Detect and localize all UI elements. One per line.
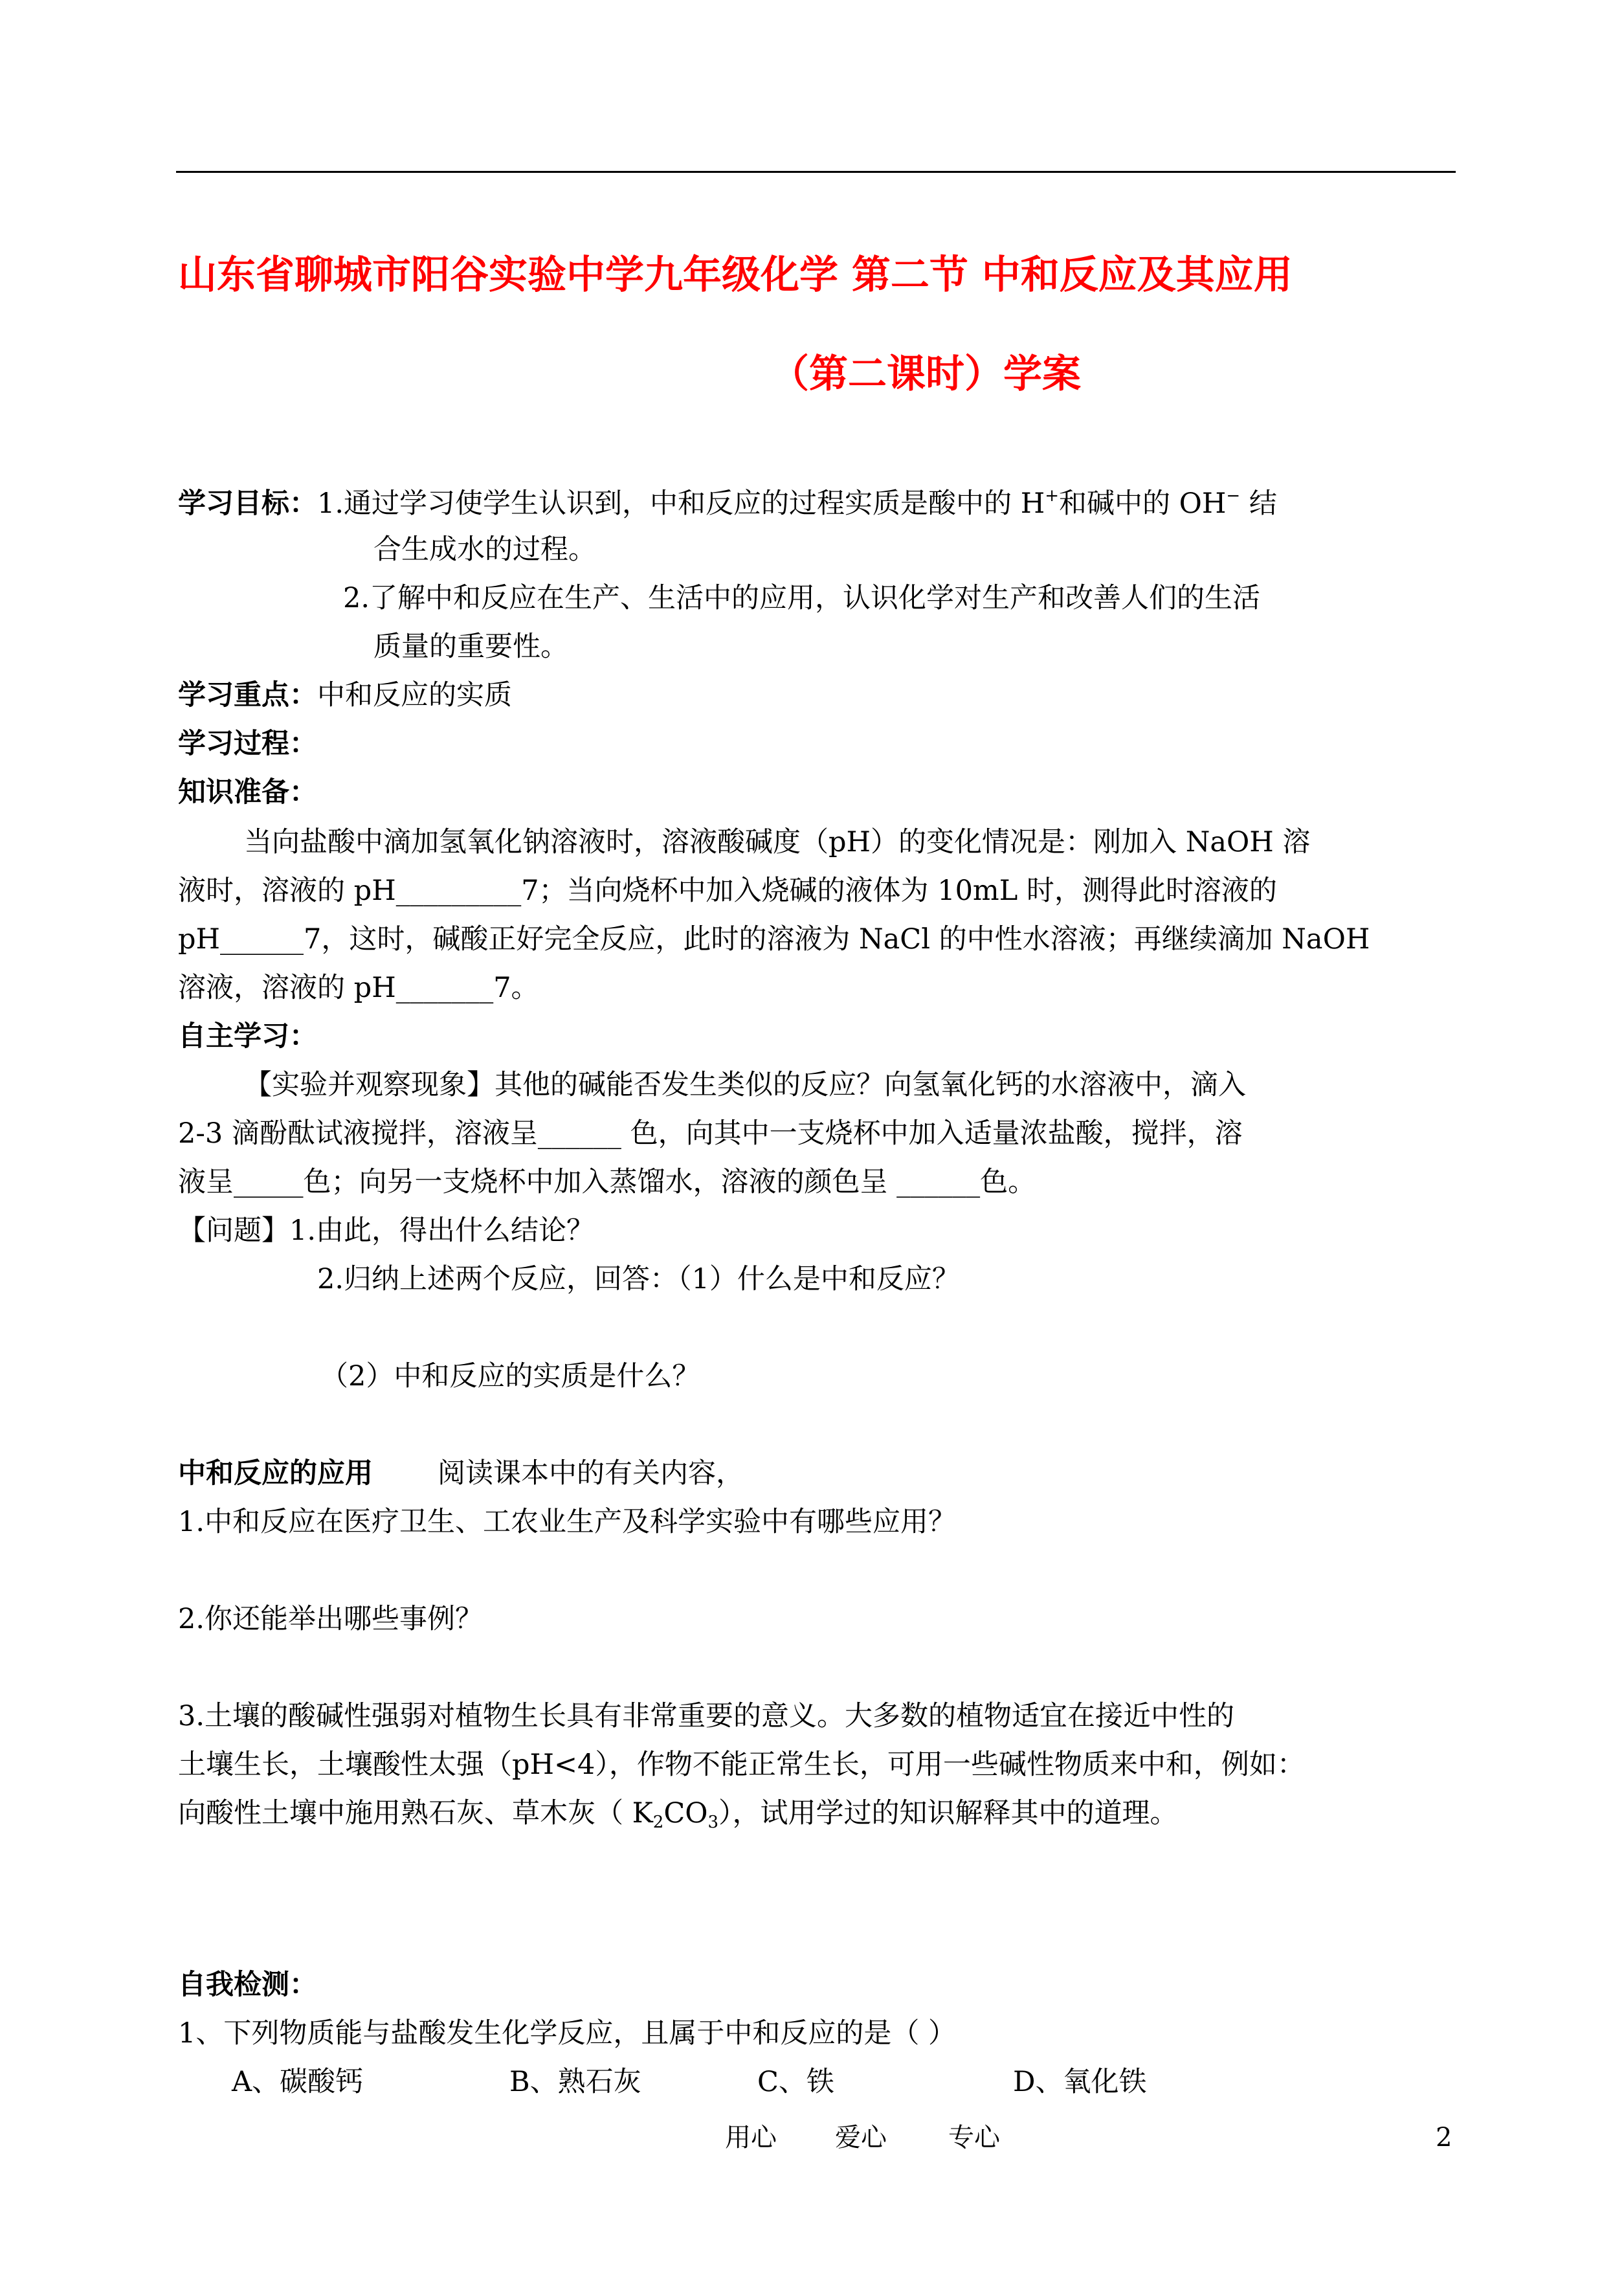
objective-1-text-a: 1.通过学习使学生认识到，中和反应的过程实质是酸中的 H — [317, 487, 1045, 520]
footer-motto-3: 专心 — [948, 2123, 1000, 2153]
application-label: 中和反应的应用 — [178, 1457, 373, 1490]
h-plus-superscript: + — [1045, 486, 1059, 506]
application-q1: 1.中和反应在医疗卫生、工农业生产及科学实验中有哪些应用？ — [178, 1506, 957, 1538]
application-q3-text-a: 向酸性土壤中施用熟石灰、草木灰（ K — [178, 1797, 653, 1829]
page-number: 2 — [1436, 2123, 1452, 2153]
self-study-line-2: 2-3 滴酚酞试液搅拌，溶液呈______ 色，向其中一支烧杯中加入适量浓盐酸，搅拌，溶 — [178, 1117, 1243, 1150]
application-q3-text-c: ），试用学过的知识解释其中的道理。 — [718, 1797, 1178, 1829]
focus-text: 中和反应的实质 — [317, 679, 512, 711]
prep-line-4: 溶液，溶液的 pH_______7。 — [178, 972, 539, 1004]
title-line-1: 山东省聊城市阳谷实验中学九年级化学 第二节 中和反应及其应用 — [178, 252, 1293, 298]
self-study-label: 自主学习： — [178, 1020, 317, 1053]
focus-label: 学习重点： — [178, 679, 317, 711]
co3-subscript: 3 — [707, 1813, 719, 1832]
process-label: 学习过程： — [178, 728, 317, 760]
application-q2: 2.你还能举出哪些事例？ — [178, 1603, 484, 1635]
objectives-line-3: 2.了解中和反应在生产、生活中的应用，认识化学对生产和改善人们的生活 — [343, 582, 1261, 614]
option-b: B、熟石灰 — [509, 2066, 641, 2098]
title-line-2: （第二课时）学案 — [770, 352, 1081, 397]
prep-line-1: 当向盐酸中滴加氢氧化钠溶液时，溶液酸碱度（pH）的变化情况是：刚加入 NaOH 溶 — [244, 826, 1311, 858]
objective-1-text-b: 和碱中的 OH — [1059, 487, 1227, 520]
application-intro: 阅读课本中的有关内容， — [438, 1457, 744, 1490]
footer-motto-1: 用心 — [725, 2123, 777, 2153]
prep-line-2: 液时，溶液的 pH_________7；当向烧杯中加入烧碱的液体为 10mL 时，测得此时溶液的 — [178, 875, 1277, 907]
k2-subscript: 2 — [652, 1813, 664, 1832]
objectives-line-4: 质量的重要性。 — [373, 631, 568, 663]
objectives-line-2: 合生成水的过程。 — [373, 533, 596, 566]
application-q3-line-3 — [178, 1797, 1178, 1832]
prep-line-3: pH______7，这时，碱酸正好完全反应，此时的溶液为 NaCl 的中性水溶液；再继续滴加 NaOH — [178, 923, 1370, 956]
option-d: D、氧化铁 — [1013, 2066, 1147, 2098]
question-2-part-2: （2）中和反应的实质是什么？ — [320, 1360, 700, 1393]
self-study-line-3: 液呈_____色；向另一支烧杯中加入蒸馏水，溶液的颜色呈 ______色。 — [178, 1166, 1036, 1198]
objectives-label: 学习目标： — [178, 487, 317, 520]
check-label: 自我检测： — [178, 1969, 317, 2001]
header-rule — [176, 171, 1456, 173]
objective-1-text-c: 结 — [1240, 487, 1277, 520]
footer-motto-2: 爱心 — [835, 2123, 887, 2153]
oh-minus-superscript: − — [1226, 486, 1241, 506]
application-q3-line-1: 3.土壤的酸碱性强弱对植物生长具有非常重要的意义。大多数的植物适宜在接近中性的 — [178, 1700, 1235, 1732]
application-heading — [178, 1457, 744, 1490]
prep-label: 知识准备： — [178, 776, 317, 809]
check-question-1: 1、下列物质能与盐酸发生化学反应，且属于中和反应的是（ ） — [178, 2017, 957, 2050]
question-1: 【问题】1.由此，得出什么结论？ — [178, 1214, 595, 1247]
objectives-line-1 — [178, 487, 1277, 518]
self-study-line-1: 【实验并观察现象】其他的碱能否发生类似的反应？向氢氧化钙的水溶液中，滴入 — [244, 1069, 1246, 1101]
application-q3-line-2: 土壤生长，土壤酸性太强（pH<4），作物不能正常生长，可用一些碱性物质来中和，例如： — [178, 1749, 1305, 1781]
option-a: A、碳酸钙 — [232, 2066, 364, 2098]
application-q3-text-b: CO — [663, 1797, 708, 1829]
question-2: 2.归纳上述两个反应，回答：（1）什么是中和反应？ — [317, 1263, 960, 1295]
focus-line — [178, 679, 512, 711]
option-c: C、铁 — [757, 2066, 834, 2098]
